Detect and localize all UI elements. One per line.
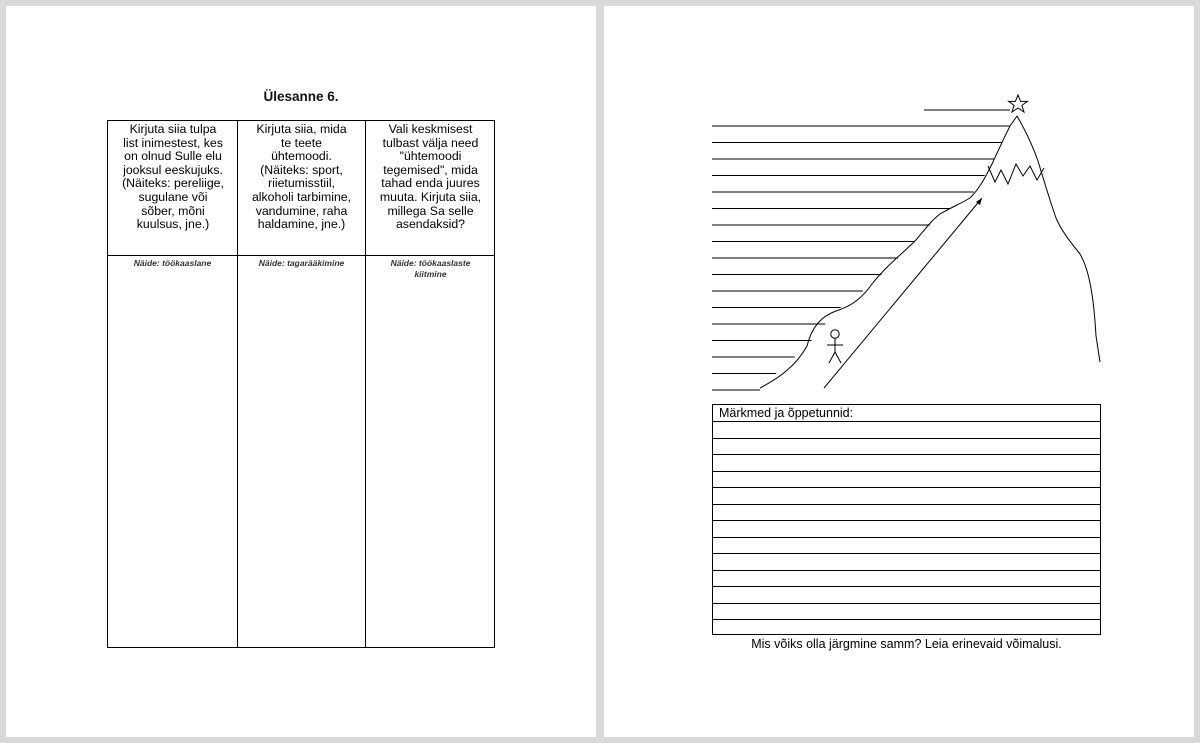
notes-rule-line	[713, 504, 1100, 505]
column-divider	[365, 121, 366, 647]
stick-figure-icon	[827, 330, 843, 363]
notes-rule-line	[713, 487, 1100, 488]
star-icon	[1009, 95, 1028, 112]
notes-rule-line	[713, 570, 1100, 571]
notes-rule-line	[713, 603, 1100, 604]
notes-rule-line	[713, 619, 1100, 620]
notes-label: Märkmed ja õppetunnid:	[719, 406, 854, 420]
column-divider	[237, 121, 238, 647]
notes-rule-line	[713, 553, 1100, 554]
mountain-outline	[760, 116, 1100, 388]
worksheet-page-right	[604, 6, 1194, 737]
notes-rule-line	[713, 586, 1100, 587]
mountain-illustration	[604, 6, 1194, 406]
column-example-1: Näide: töökaaslane	[133, 258, 212, 268]
task-title: Ülesanne 6.	[263, 89, 339, 104]
notes-rule-line	[713, 520, 1100, 521]
writing-lines	[712, 126, 1010, 390]
snow-cap	[988, 164, 1044, 184]
climb-path-line	[824, 198, 982, 388]
notes-rule-line	[713, 454, 1100, 455]
worksheet-table	[107, 120, 495, 648]
next-step-prompt: Mis võiks olla järgmine samm? Leia erinevaid võimalusi.	[751, 637, 1062, 651]
notes-rule-line	[713, 471, 1100, 472]
column-example-2: Näide: tagarääkimine	[258, 258, 345, 268]
notes-box	[712, 404, 1101, 635]
worksheet-page-left	[6, 6, 596, 737]
column-header-shared-habits: Kirjuta siia, mida te teete ühtemoodi. (Näiteks: sport, riietumisstiil, alkoholi tarbimine, vandumine, raha haldamine, jne.)	[251, 122, 352, 232]
notes-rule-line	[713, 537, 1100, 538]
column-header-role-models: Kirjuta siia tulpa list inimestest, kes on olnud Sulle elu jooksul eeskujuks. (Näiteks: pereliige, sugulane või sõber, mõni kuulsus, jne.)	[122, 122, 224, 232]
notes-rule-line	[713, 421, 1100, 422]
notes-rule-line	[713, 438, 1100, 439]
column-example-3: Näide: töökaaslaste kiitmine	[390, 258, 471, 279]
column-header-replacements: Vali keskmisest tulbast välja need "ühtemoodi tegemised", mida tahad enda juures muuta. Kirjuta siia, millega Sa selle asendaksid?	[379, 122, 482, 232]
